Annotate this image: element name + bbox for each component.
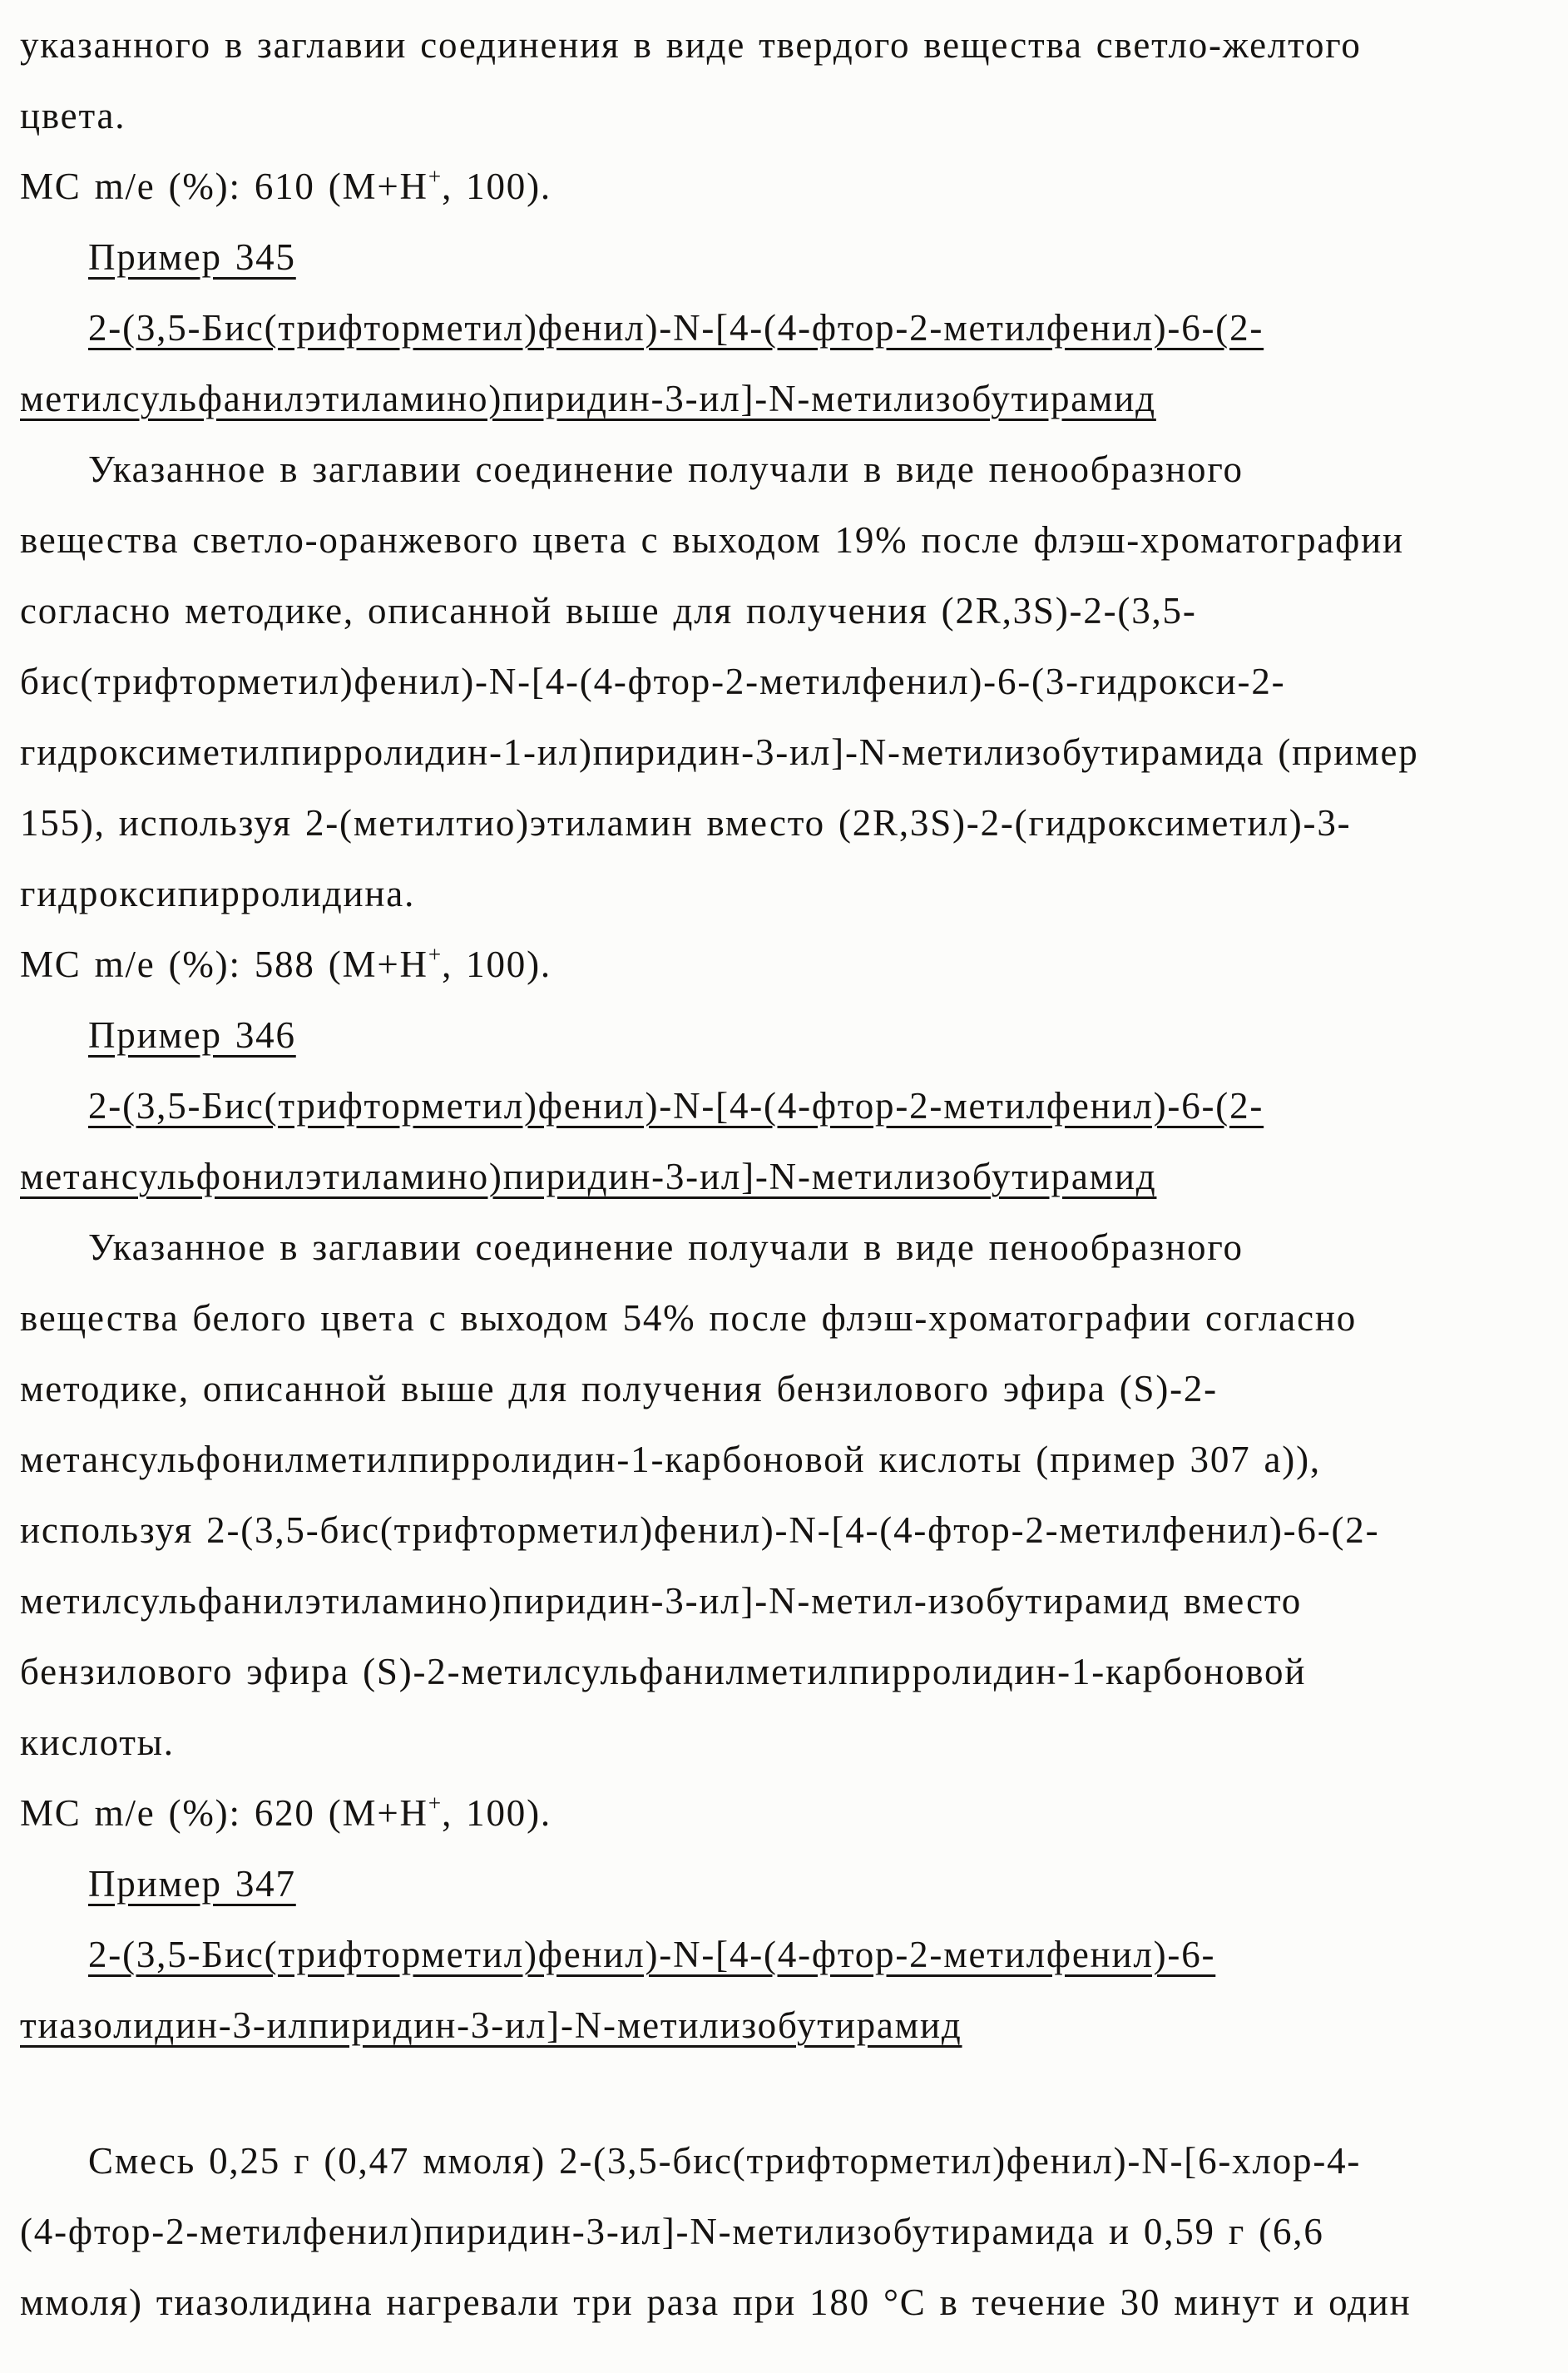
text-line [20,929,1535,1000]
text-line [20,364,1535,434]
superscript-plus: + [428,1791,443,1816]
text-line [20,2267,1535,2338]
text-run: (4-фтор-2-метилфенил)пиридин-3-ил]-N-метилизобутирамида и 0,59 г (6,6 [20,2211,1324,2252]
text-line [20,222,1535,293]
text-run: цвета. [20,95,126,136]
text-line [20,293,1535,364]
text-run: бис(трифторметил)фенил)-N-[4-(4-фтор-2-метилфенил)-6-(3-гидрокси-2- [20,661,1286,702]
paragraph-continuation-prev-example [20,10,1535,151]
text-run: МС m/e (%): 620 (М+Н [20,1792,428,1834]
text-line [20,1424,1535,1495]
text-run: бензилового эфира (S)-2-метилсульфанилметилпирролидин-1-карбоновой [20,1651,1307,1692]
heading-compound-346 [20,1071,1535,1212]
text-run: 2-(3,5-Бис(трифторметил)фенил)-N-[4-(4-фтор-2-метилфенил)-6- [88,1934,1216,1975]
paragraph-synthesis-346 [20,1212,1535,1778]
text-run: вещества светло-оранжевого цвета с выходом 19% после флэш-хроматографии [20,519,1404,561]
text-line [20,1212,1535,1283]
text-line [20,1778,1535,1849]
text-run: метилсульфанилэтиламино)пиридин-3-ил]-N-метилизобутирамид [20,378,1156,419]
text-run: гидроксиметилпирролидин-1-ил)пиридин-3-ил]-N-метилизобутирамида (пример [20,731,1419,773]
heading-example-347 [20,1849,1535,1920]
text-line [20,1637,1535,1707]
text-run: МС m/e (%): 588 (М+Н [20,944,428,985]
text-run: гидроксипирролидина. [20,873,416,914]
heading-example-345 [20,222,1535,293]
text-line [20,1707,1535,1778]
text-run: метансульфонилметилпирролидин-1-карбоновой кислоты (пример 307 а)), [20,1439,1321,1480]
text-run: тиазолидин-3-илпиридин-3-ил]-N-метилизобутирамид [20,2004,962,2046]
text-line [20,788,1535,859]
text-run: , 100). [442,1792,552,1834]
text-run: указанного в заглавии соединения в виде твердого вещества светло-желтого [20,24,1362,66]
text-line [20,647,1535,717]
text-run: ммоля) тиазолидина нагревали три раза при 180 °С в течение 30 минут и один [20,2281,1412,2323]
text-line [20,1071,1535,1142]
text-run: Пример 346 [88,1014,296,1056]
text-line [20,576,1535,647]
text-run: МС m/e (%): 610 (М+Н [20,166,428,207]
text-run: используя 2-(3,5-бис(трифторметил)фенил)-N-[4-(4-фтор-2-метилфенил)-6-(2- [20,1509,1380,1551]
text-line [20,1354,1535,1424]
superscript-plus: + [428,164,443,189]
text-run: согласно методике, описанной выше для получения (2R,3S)-2-(3,5- [20,590,1197,632]
paragraph-spacer [20,2061,1535,2126]
text-line [20,859,1535,929]
text-run: Смесь 0,25 г (0,47 ммоля) 2-(3,5-бис(трифторметил)фенил)-N-[6-хлор-4- [88,2140,1362,2182]
text-run: 155), используя 2-(метилтио)этиламин вместо (2R,3S)-2-(гидроксиметил)-3- [20,802,1352,844]
text-run: Пример 347 [88,1863,296,1905]
text-run: Указанное в заглавии соединение получали в виде пенообразного [88,1226,1244,1268]
text-run: метансульфонилэтиламино)пиридин-3-ил]-N-метилизобутирамид [20,1156,1157,1197]
text-run: кислоты. [20,1722,175,1763]
text-run: , 100). [442,944,552,985]
heading-example-346 [20,1000,1535,1071]
superscript-plus: + [428,942,443,967]
text-run: методике, описанной выше для получения бензилового эфира (S)-2- [20,1368,1218,1409]
ms-data-620 [20,1778,1535,1849]
heading-compound-347 [20,1920,1535,2061]
text-run: , 100). [442,166,552,207]
text-line [20,81,1535,151]
text-line [20,1495,1535,1566]
text-line [20,1566,1535,1637]
text-line [20,434,1535,505]
text-line [20,2126,1535,2197]
ms-data-588 [20,929,1535,1000]
text-run: 2-(3,5-Бис(трифторметил)фенил)-N-[4-(4-фтор-2-метилфенил)-6-(2- [88,1085,1264,1127]
text-line [20,1000,1535,1071]
text-line [20,151,1535,222]
text-run: вещества белого цвета с выходом 54% после флэш-хроматографии согласно [20,1297,1358,1339]
text-line [20,505,1535,576]
text-run: Пример 345 [88,236,296,278]
text-line [20,10,1535,81]
text-line [20,1142,1535,1212]
heading-compound-345 [20,293,1535,434]
paragraph-synthesis-347 [20,2126,1535,2338]
text-line [20,1920,1535,1990]
text-line [20,1990,1535,2061]
text-run: метилсульфанилэтиламино)пиридин-3-ил]-N-метил-изобутирамид вместо [20,1580,1303,1622]
ms-data-610 [20,151,1535,222]
text-line [20,2197,1535,2267]
paragraph-synthesis-345 [20,434,1535,929]
text-run: 2-(3,5-Бис(трифторметил)фенил)-N-[4-(4-фтор-2-метилфенил)-6-(2- [88,307,1264,349]
text-line [20,1283,1535,1354]
text-run: Указанное в заглавии соединение получали в виде пенообразного [88,448,1244,490]
text-line [20,1849,1535,1920]
text-line [20,717,1535,788]
